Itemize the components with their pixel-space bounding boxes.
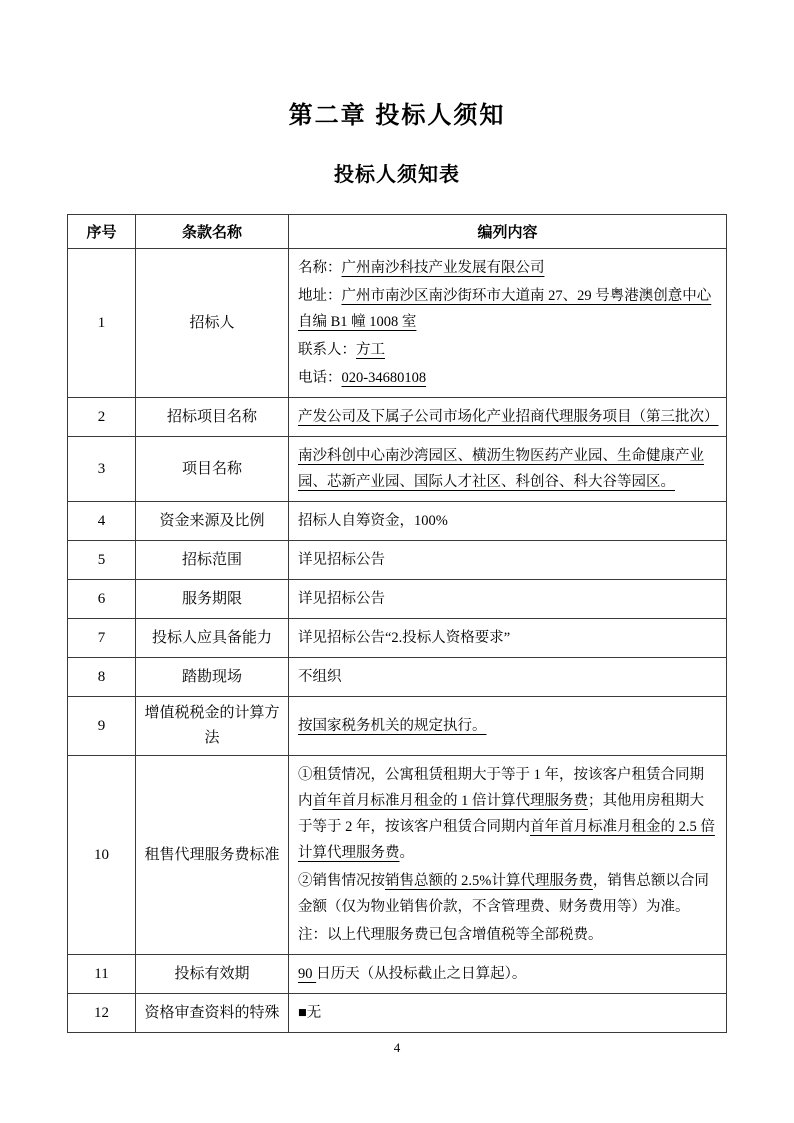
table-row xyxy=(68,437,727,502)
header-serial-number: 序号 xyxy=(68,215,136,249)
content-paragraph: ①租赁情况，公寓租赁租期大于等于 1 年，按该客户租赁合同期内首年首月标准月租金的 1 倍计算代理服务费；其他用房租期大于等于 2 年，按该客户租赁合同期内首年首月标准月租金的 2.5 倍计算代理服务费。 xyxy=(298,767,715,861)
row-serial-number: 10 xyxy=(68,756,136,955)
row-serial-number: 3 xyxy=(68,437,136,502)
bidder-notice-table xyxy=(67,214,727,1033)
row-serial-number: 8 xyxy=(68,658,136,697)
row-serial-number: 11 xyxy=(68,955,136,994)
clause-name: 招标范围 xyxy=(136,541,289,580)
content-paragraph: 不组织 xyxy=(298,669,342,685)
content-paragraph: 联系人：方工 xyxy=(298,342,385,358)
table-row xyxy=(68,994,727,1033)
clause-name: 投标有效期 xyxy=(136,955,289,994)
table-row xyxy=(68,541,727,580)
row-serial-number: 6 xyxy=(68,580,136,619)
content-paragraph: 注：以上代理服务费已包含增值税等全部税费。 xyxy=(298,927,603,943)
content-paragraph: 南沙科创中心南沙湾园区、横沥生物医药产业园、生命健康产业园、芯新产业园、国际人才社区、科创谷、科大谷等园区。 xyxy=(298,448,704,490)
table-row xyxy=(68,697,727,756)
table-row xyxy=(68,398,727,437)
table-row xyxy=(68,955,727,994)
row-serial-number: 7 xyxy=(68,619,136,658)
clause-content xyxy=(289,955,727,994)
header-clause-name: 条款名称 xyxy=(136,215,289,249)
table-header-row xyxy=(68,215,727,249)
clause-content xyxy=(289,658,727,697)
clause-content xyxy=(289,580,727,619)
clause-name: 资金来源及比例 xyxy=(136,502,289,541)
clause-content xyxy=(289,619,727,658)
clause-name: 增值税税金的计算方法 xyxy=(136,697,289,756)
clause-name: 服务期限 xyxy=(136,580,289,619)
clause-name: 招标项目名称 xyxy=(136,398,289,437)
row-serial-number: 2 xyxy=(68,398,136,437)
clause-content xyxy=(289,437,727,502)
table-row xyxy=(68,619,727,658)
header-content: 编列内容 xyxy=(289,215,727,249)
clause-name: 招标人 xyxy=(136,249,289,398)
content-paragraph: 详见招标公告 xyxy=(298,591,385,607)
row-serial-number: 9 xyxy=(68,697,136,756)
chapter-title: 第二章 投标人须知 xyxy=(288,102,506,129)
clause-content xyxy=(289,398,727,437)
table-row xyxy=(68,249,727,398)
row-serial-number: 1 xyxy=(68,249,136,398)
content-paragraph: ■无 xyxy=(298,1005,322,1021)
content-paragraph: 按国家税务机关的规定执行。 xyxy=(298,718,487,734)
content-paragraph: 名称：广州南沙科技产业发展有限公司 xyxy=(298,260,545,276)
content-paragraph: 详见招标公告“2.投标人资格要求” xyxy=(298,630,511,646)
content-paragraph: 招标人自筹资金，100% xyxy=(298,513,448,529)
table-row xyxy=(68,580,727,619)
content-paragraph: 详见招标公告 xyxy=(298,552,385,568)
table-row xyxy=(68,658,727,697)
clause-name: 资格审查资料的特殊 xyxy=(136,994,289,1033)
table-row xyxy=(68,756,727,955)
row-serial-number: 4 xyxy=(68,502,136,541)
content-paragraph: ②销售情况按销售总额的 2.5%计算代理服务费，销售总额以合同金额（仅为物业销售价款，不含管理费、财务费用等）为准。 xyxy=(298,873,709,915)
clause-name: 投标人应具备能力 xyxy=(136,619,289,658)
content-paragraph: 产发公司及下属子公司市场化产业招商代理服务项目（第三批次） xyxy=(298,409,719,425)
clause-content xyxy=(289,756,727,955)
clause-content xyxy=(289,994,727,1033)
content-paragraph: 电话：020-34680108 xyxy=(298,370,427,386)
content-paragraph: 90 日历天（从投标截止之日算起）。 xyxy=(298,966,527,982)
table-title: 投标人须知表 xyxy=(334,164,460,186)
clause-name: 项目名称 xyxy=(136,437,289,502)
clause-content xyxy=(289,249,727,398)
content-paragraph: 地址：广州市南沙区南沙街环市大道南 27、29 号粤港澳创意中心自编 B1 幢 1008 室 xyxy=(298,288,712,330)
table-row xyxy=(68,502,727,541)
clause-content xyxy=(289,697,727,756)
clause-name: 踏勘现场 xyxy=(136,658,289,697)
clause-content xyxy=(289,502,727,541)
page-number: 4 xyxy=(393,1040,401,1055)
notice-table-body xyxy=(68,249,727,1033)
clause-name: 租售代理服务费标准 xyxy=(136,756,289,955)
clause-content xyxy=(289,541,727,580)
row-serial-number: 12 xyxy=(68,994,136,1033)
row-serial-number: 5 xyxy=(68,541,136,580)
